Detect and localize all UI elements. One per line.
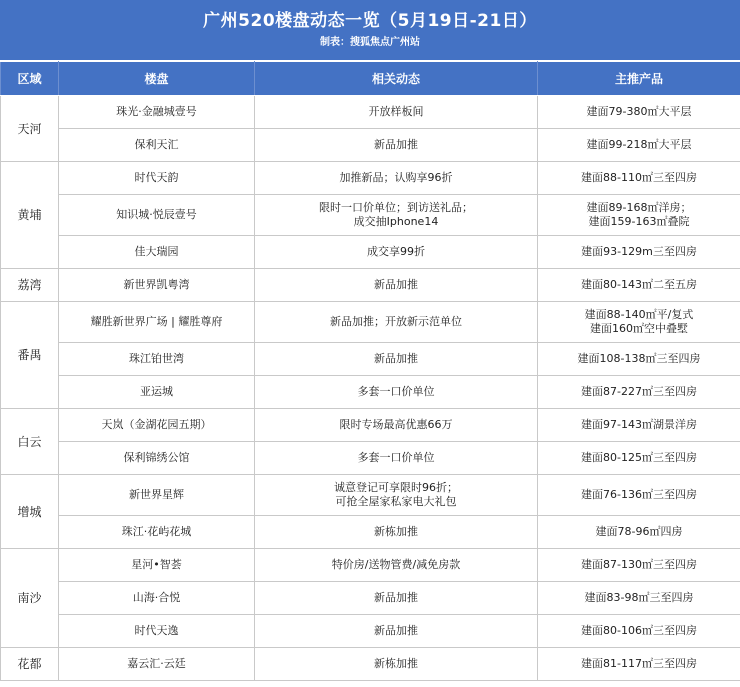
news-cell: 开放样板间: [255, 96, 538, 129]
table-row: [1, 582, 740, 615]
table-row: [1, 475, 740, 516]
news-cell: 限时专场最高优惠66万: [255, 409, 538, 442]
district-cell: 花都: [1, 648, 59, 681]
product-cell: 建面79-380㎡大平层: [538, 96, 740, 129]
news-cell: 限时一口价单位；到访送礼品； 成交抽Iphone14: [255, 195, 538, 236]
project-cell: 新世界凯粤湾: [59, 269, 255, 302]
news-cell: 新栋加推: [255, 648, 538, 681]
product-cell: 建面97-143㎡湖景洋房: [538, 409, 740, 442]
table-header-row: [1, 62, 740, 96]
project-cell: 佳大瑞园: [59, 236, 255, 269]
district-cell: 荔湾: [1, 269, 59, 302]
table-row: [1, 516, 740, 549]
product-cell: 建面88-110㎡三至四房: [538, 162, 740, 195]
table-row: [1, 195, 740, 236]
project-cell: 珠光·金融城壹号: [59, 96, 255, 129]
project-cell: 山海·合悦: [59, 582, 255, 615]
product-cell: 建面87-130㎡三至四房: [538, 549, 740, 582]
table-row: [1, 129, 740, 162]
product-cell: 建面88-140㎡平/复式 建面160㎡空中叠墅: [538, 302, 740, 343]
district-cell: 黄埔: [1, 162, 59, 269]
news-cell: 多套一口价单位: [255, 376, 538, 409]
page-subtitle: 制表：搜狐焦点广州站: [320, 37, 420, 48]
product-cell: 建面99-218㎡大平层: [538, 129, 740, 162]
table-row: [1, 162, 740, 195]
product-cell: 建面78-96㎡四房: [538, 516, 740, 549]
column-header-district: 区域: [1, 62, 59, 96]
table-row: [1, 269, 740, 302]
product-cell: 建面80-106㎡三至四房: [538, 615, 740, 648]
news-cell: 新品加推: [255, 129, 538, 162]
project-cell: 知识城·悦辰壹号: [59, 195, 255, 236]
product-cell: 建面83-98㎡三至四房: [538, 582, 740, 615]
product-cell: 建面81-117㎡三至四房: [538, 648, 740, 681]
project-cell: 保利天汇: [59, 129, 255, 162]
news-cell: 新栋加推: [255, 516, 538, 549]
project-cell: 珠江·花屿花城: [59, 516, 255, 549]
table-row: [1, 442, 740, 475]
table-row: [1, 376, 740, 409]
project-cell: 星河•智荟: [59, 549, 255, 582]
district-cell: 增城: [1, 475, 59, 549]
table-row: [1, 615, 740, 648]
table-row: [1, 648, 740, 681]
product-cell: 建面76-136㎡三至四房: [538, 475, 740, 516]
product-cell: 建面108-138㎡三至四房: [538, 343, 740, 376]
project-cell: 时代天韵: [59, 162, 255, 195]
news-cell: 加推新品；认购享96折: [255, 162, 538, 195]
district-cell: 南沙: [1, 549, 59, 648]
table-row: [1, 236, 740, 269]
column-header-product: 主推产品: [538, 62, 740, 96]
district-cell: 白云: [1, 409, 59, 475]
table-row: [1, 302, 740, 343]
news-cell: 多套一口价单位: [255, 442, 538, 475]
project-cell: 保利锦绣公馆: [59, 442, 255, 475]
news-cell: 诚意登记可享限时96折； 可抢全屋家私家电大礼包: [255, 475, 538, 516]
project-cell: 天岚（金湖花园五期）: [59, 409, 255, 442]
table-row: [1, 409, 740, 442]
product-cell: 建面80-143㎡二至五房: [538, 269, 740, 302]
news-cell: 新品加推: [255, 582, 538, 615]
project-cell: 新世界星辉: [59, 475, 255, 516]
news-cell: 新品加推；开放新示范单位: [255, 302, 538, 343]
table-row: [1, 549, 740, 582]
news-cell: 新品加推: [255, 269, 538, 302]
table-row: [1, 343, 740, 376]
column-header-project: 楼盘: [59, 62, 255, 96]
project-cell: 亚运城: [59, 376, 255, 409]
project-cell: 珠江铂世湾: [59, 343, 255, 376]
product-cell: 建面93-129m三至四房: [538, 236, 740, 269]
project-cell: 嘉云汇·云廷: [59, 648, 255, 681]
news-cell: 成交享99折: [255, 236, 538, 269]
table-row: [1, 96, 740, 129]
news-cell: 特价房/送物管费/减免房款: [255, 549, 538, 582]
district-cell: 天河: [1, 96, 59, 162]
news-cell: 新品加推: [255, 343, 538, 376]
table-body: [1, 96, 740, 681]
page-title: 广州520楼盘动态一览（5月19日-21日）: [203, 11, 537, 31]
product-cell: 建面80-125㎡三至四房: [538, 442, 740, 475]
product-cell: 建面87-227㎡三至四房: [538, 376, 740, 409]
sheet-header: [0, 0, 740, 61]
project-cell: 时代天逸: [59, 615, 255, 648]
listing-table: [0, 61, 740, 681]
news-cell: 新品加推: [255, 615, 538, 648]
district-cell: 番禺: [1, 302, 59, 409]
column-header-news: 相关动态: [255, 62, 538, 96]
project-cell: 耀胜新世界广场 | 耀胜尊府: [59, 302, 255, 343]
product-cell: 建面89-168㎡洋房； 建面159-163㎡叠院: [538, 195, 740, 236]
